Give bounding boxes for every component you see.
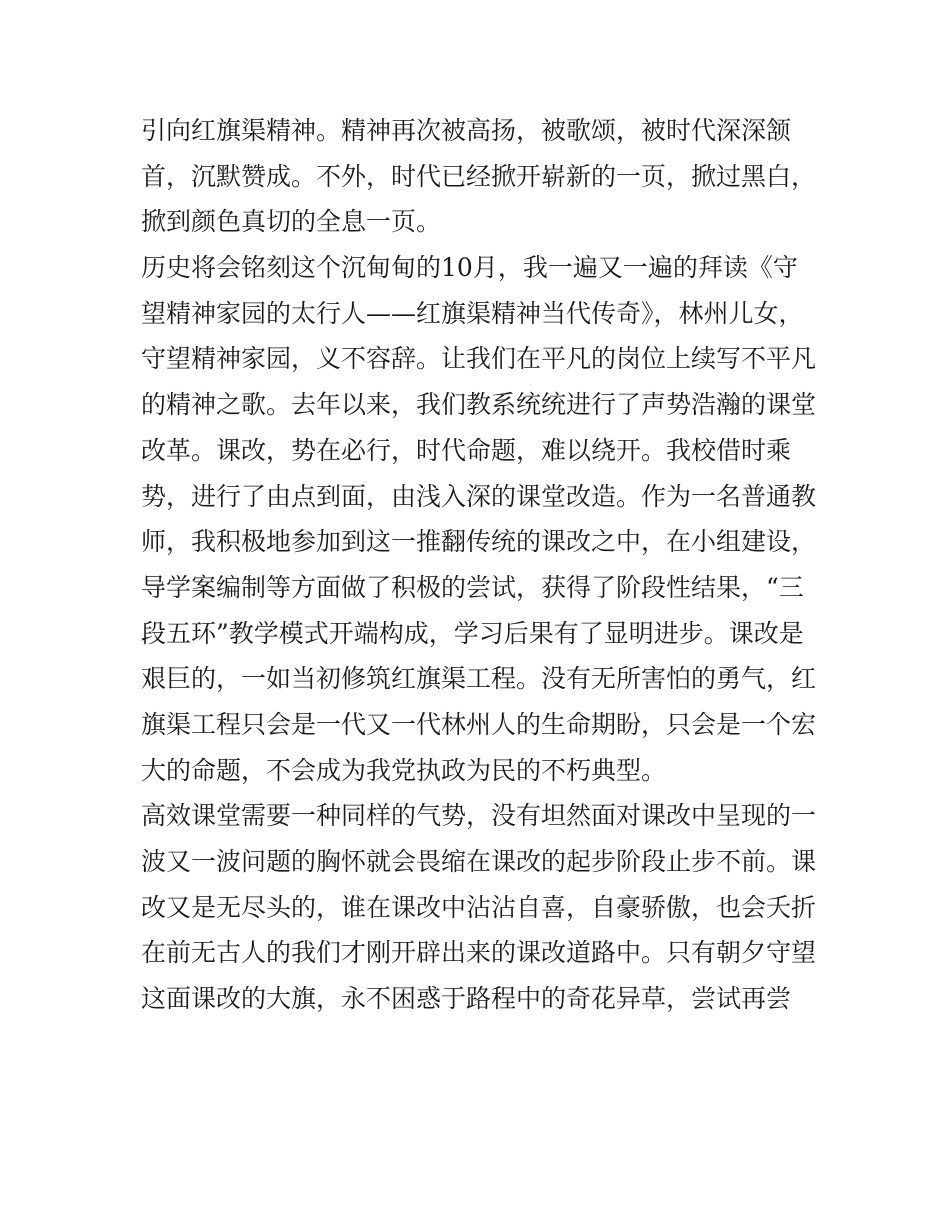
text-line: 望精神家园的太行人——红旗渠精神当代传奇》，林州儿女， — [141, 298, 804, 328]
text-line: 导学案编制等方面做了积极的尝试，获得了阶段性结果，“三 — [141, 572, 804, 602]
text-line: 波又一波问题的胸怀就会畏缩在课改的起步阶段止步不前。课 — [141, 847, 817, 876]
text-line: 守望精神家园，义不容辞。让我们在平凡的岗位上续写不平凡 — [141, 344, 817, 374]
text-line: 在前无古人的我们才刚开辟出来的课改道路中。只有朝夕守望 — [141, 938, 817, 968]
text-line: 旗渠工程只会是一代又一代林州人的生命期盼，只会是一个宏 — [141, 709, 817, 739]
text-line: 艰巨的，一如当初修筑红旗渠工程。没有无所害怕的勇气，红 — [141, 664, 817, 694]
text-line: 势，进行了由点到面，由浅入深的课堂改造。作为一名普通教 — [141, 481, 817, 511]
body-text — [141, 108, 821, 1022]
text-line: 高效课堂需要一种同样的气势，没有坦然面对课改中呈现的一 — [141, 801, 817, 831]
text-line: 大的命题，不会成为我党执政为民的不朽典型。 — [141, 755, 667, 785]
text-line: 改又是无尽头的，谁在课改中沾沾自喜，自豪骄傲，也会夭折 — [141, 892, 817, 922]
text-line: 师，我积极地参加到这一推翻传统的课改之中，在小组建设， — [141, 527, 817, 557]
text-line: 历史将会铭刻这个沉甸甸的10月，我一遍又一遍的拜读《守 — [141, 253, 798, 283]
text-line: 掀到颜色真切的全息一页。 — [141, 207, 442, 237]
text-line: 这面课改的大旗，永不困惑于路程中的奇花异草，尝试再尝 — [141, 984, 792, 1014]
text-line: 段五环”教学模式开端构成，学习后果有了显明进步。课改是 — [141, 618, 804, 648]
text-line: 引向红旗渠精神。精神再次被高扬，被歌颂，被时代深深颔 — [141, 116, 792, 145]
text-line: 的精神之歌。去年以来，我们教系统统进行了声势浩瀚的课堂 — [141, 390, 817, 420]
text-line: 改革。课改，势在必行，时代命题，难以绕开。我校借时乘 — [141, 435, 792, 465]
text-line: 首，沉默赞成。不外，时代已经掀开崭新的一页，掀过黑白， — [141, 161, 817, 191]
